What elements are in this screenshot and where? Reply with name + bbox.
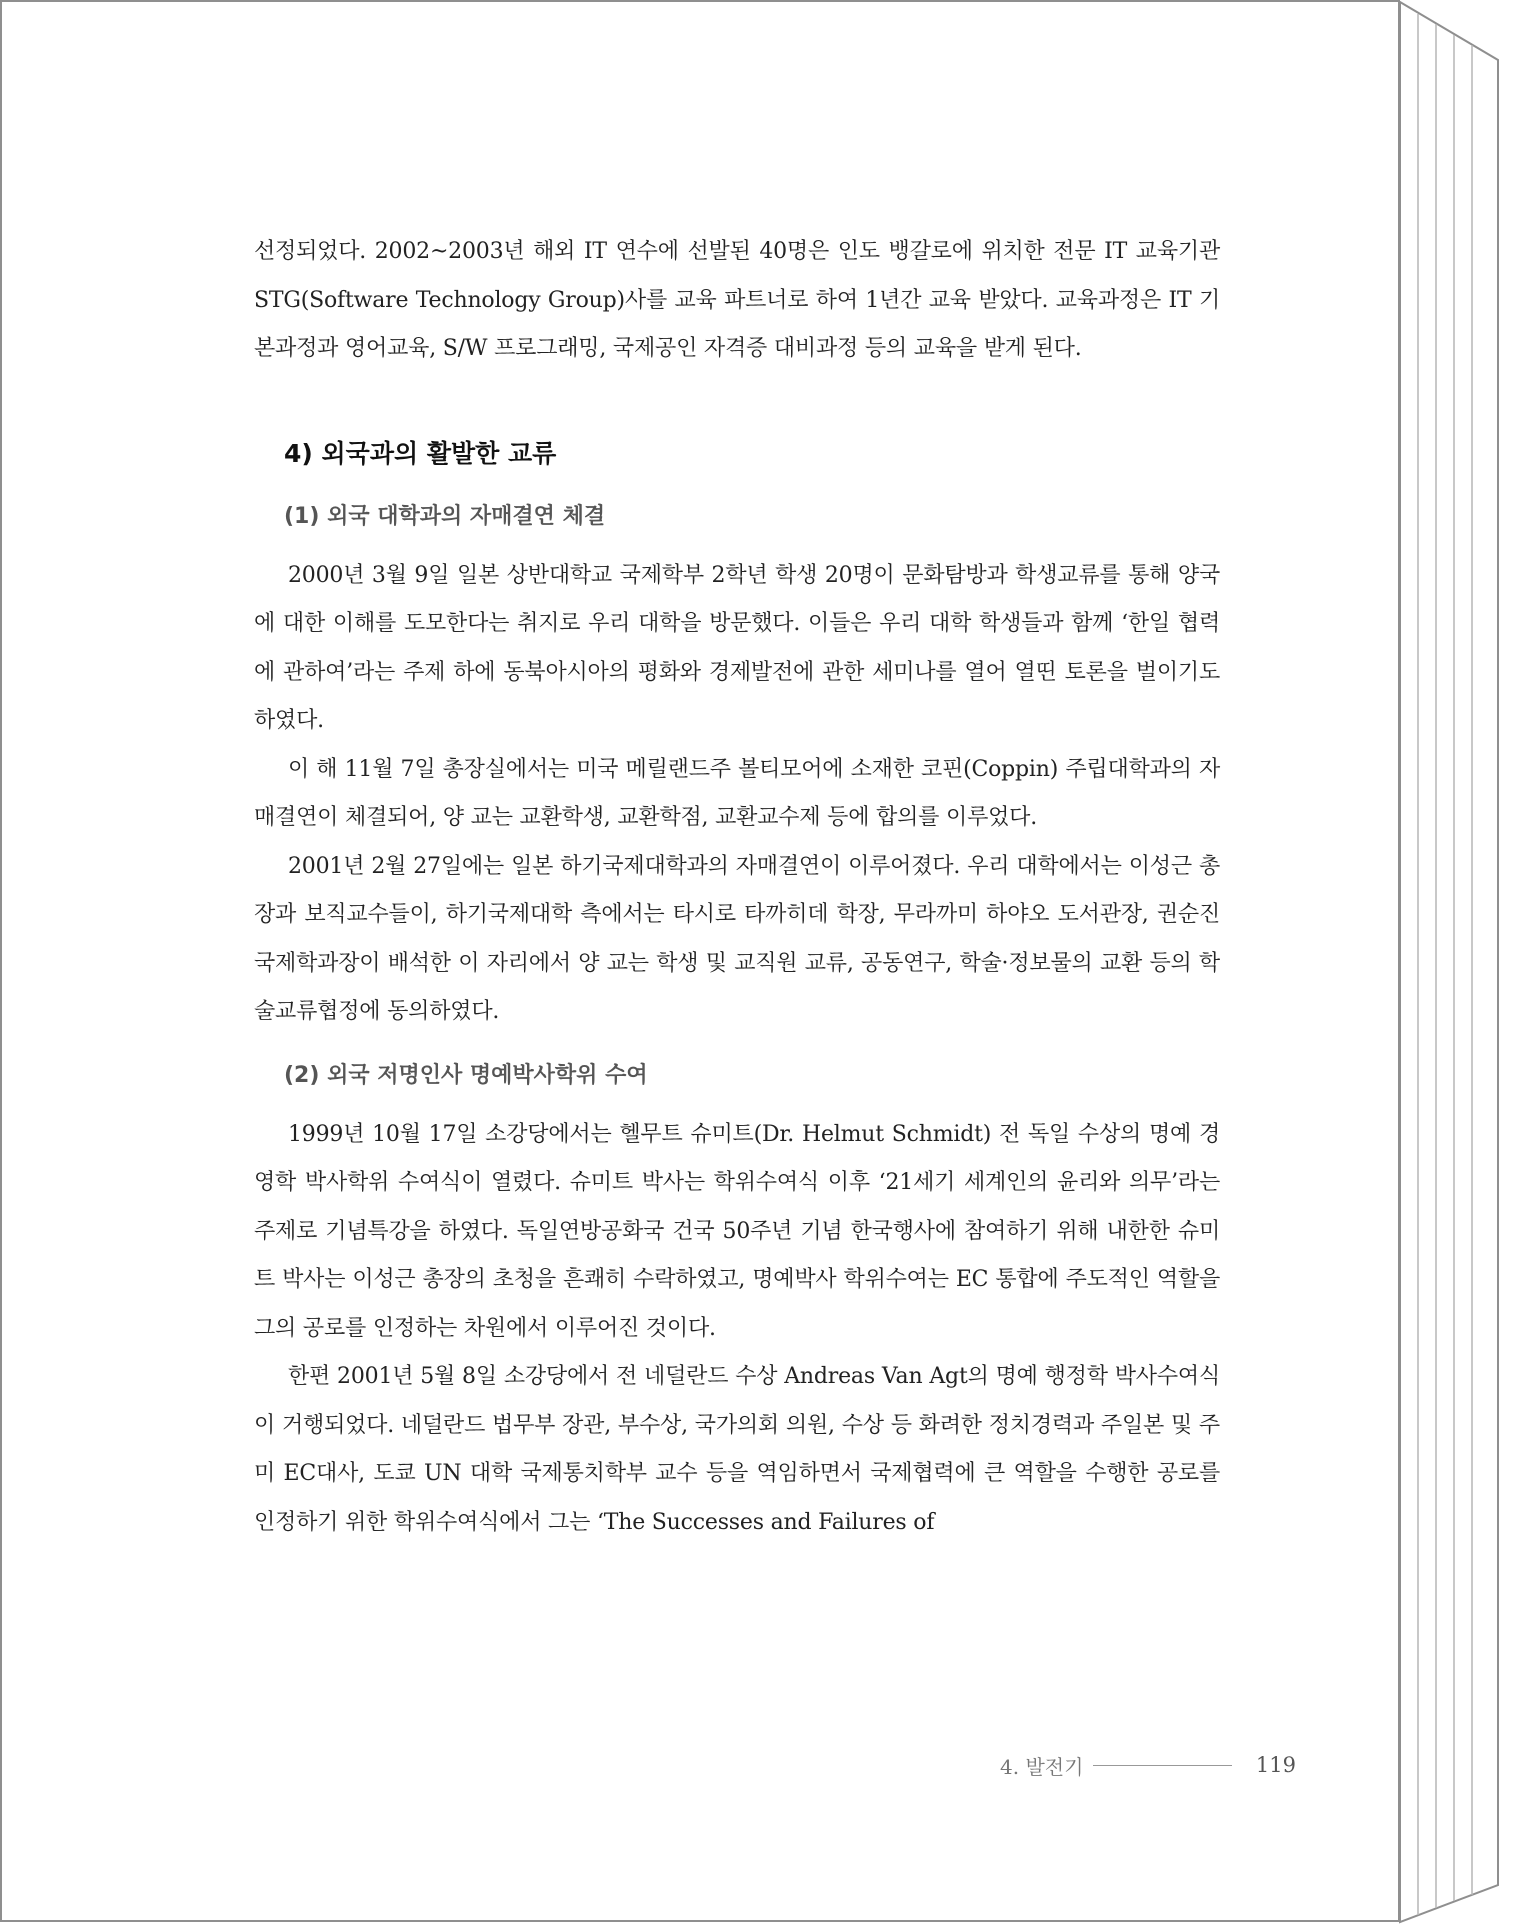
paragraph-sub2-1: 1999년 10월 17일 소강당에서는 헬무트 슈미트(Dr. Helmut Schmidt) 전 독일 수상의 명예 경영학 박사학위 수여식이 열렸다. 슈미트 박사는 학위수여식 이후 ‘21세기 세계인의 윤리와 의무’라는 주제로 기념특강을 하였다. 독일연방공화국 건국 50주년 기념 한국행사에 참여하기 위해 내한한 슈미트 박사는 이성근 총장의 초청을 흔쾌히 수락하였고, 명예박사 학위수여는 EC 통합에 주도적인 역할을 그의 공로를 인정하는 차원에서 이루어진 것이다. xyxy=(254,1121,1220,1341)
paragraph-sub2-2: 한편 2001년 5월 8일 소강당에서 전 네덜란드 수상 Andreas Van Agt의 명예 행정학 박사수여식이 거행되었다. 네덜란드 법무부 장관, 부수상, 국가의회 의원, 수상 등 화려한 정치경력과 주일본 및 주미 EC대사, 도쿄 UN 대학 국제통치학부 교수 등을 역임하면서 국제협력에 큰 역할을 수행한 공로를 인정하기 위한 학위수여식에서 그는 ‘The Successes and Failures of xyxy=(254,1364,1220,1535)
paragraph-sub1-1: 2000년 3월 9일 일본 상반대학교 국제학부 2학년 학생 20명이 문화탐방과 학생교류를 통해 양국에 대한 이해를 도모한다는 취지로 우리 대학을 방문했다. 이들은 우리 대학 학생들과 함께 ‘한일 협력에 관하여’라는 주제 하에 동북아시아의 평화와 경제발전에 관한 세미나를 열어 열띤 토론을 벌이기도 하였다. xyxy=(254,562,1220,733)
footer-chapter: 4. 발전기 xyxy=(1000,1754,1084,1779)
page-number: 119 xyxy=(1255,1753,1296,1777)
subsection-heading-1: (1) 외국 대학과의 자매결연 체결 xyxy=(284,503,606,529)
paragraph-intro: 선정되었다. 2002~2003년 해외 IT 연수에 선발된 40명은 인도 뱅갈로에 위치한 전문 IT 교육기관 STG(Software Technology Group)사를 교육 파트너로 하여 1년간 교육 받았다. 교육과정은 IT 기본과정과 영어교육, S/W 프로그래밍, 국제공인 자격증 대비과정 등의 교육을 받게 된다. xyxy=(254,239,1220,361)
paragraph-sub1-3: 2001년 2월 27일에는 일본 하기국제대학과의 자매결연이 이루어졌다. 우리 대학에서는 이성근 총장과 보직교수들이, 하기국제대학 측에서는 타시로 타까히데 학장, 무라까미 하야오 도서관장, 권순진 국제학과장이 배석한 이 자리에서 양 교는 학생 및 교직원 교류, 공동연구, 학술·정보물의 교환 등의 학술교류협정에 동의하였다. xyxy=(254,853,1220,1024)
section-heading: 4) 외국과의 활발한 교류 xyxy=(284,438,557,468)
paragraph-sub1-2: 이 해 11월 7일 총장실에서는 미국 메릴랜드주 볼티모어에 소재한 코핀(Coppin) 주립대학과의 자매결연이 체결되어, 양 교는 교환학생, 교환학점, 교환교수제 등에 합의를 이루었다. xyxy=(254,756,1220,830)
page-content xyxy=(254,228,1220,1547)
footer-rule xyxy=(1093,1765,1232,1766)
page-footer xyxy=(1000,1745,1296,1785)
section-spacer xyxy=(254,374,1220,430)
subsection-heading-2: (2) 외국 저명인사 명예박사학위 수여 xyxy=(284,1062,648,1088)
